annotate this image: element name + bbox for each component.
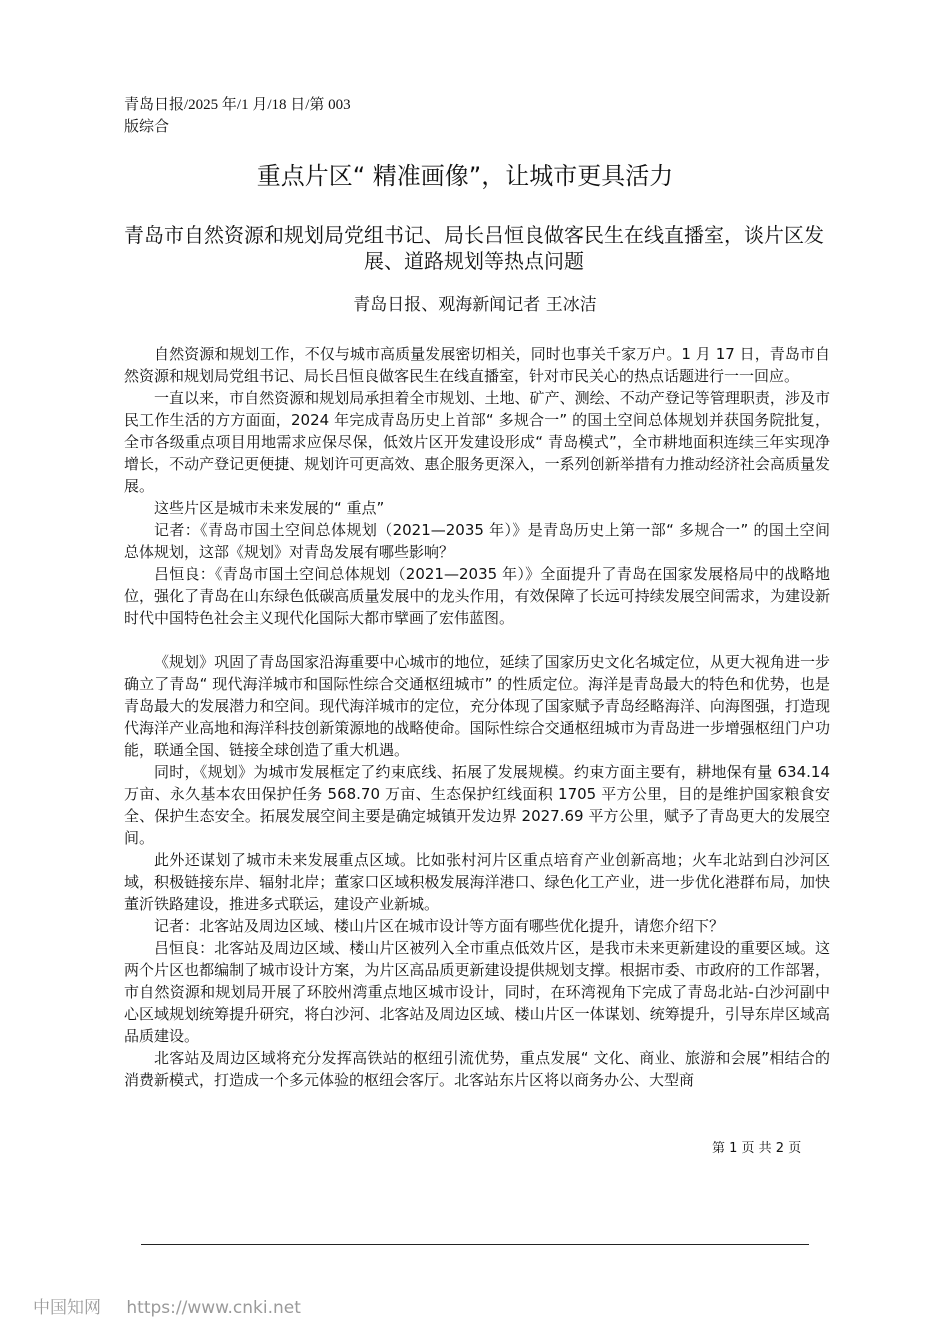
paragraph: 《规划》巩固了青岛国家沿海重要中心城市的地位，延续了国家历史文化名城定位，从更大视角进一步确立了青岛“ 现代海洋城市和国际性综合交通枢纽城市” 的性质定位。海洋是青岛最大的特色和优势，也是青岛最大的发展潜力和空间。现代海洋城市的定位，充分体现了国家赋予青岛经略海洋、向海图强，打造现代海洋产业高地和海洋科技创新策源地的战略使命。国际性综合交通枢纽城市为青岛进一步增强枢纽门户功能，联通全国、链接全球创造了重大机遇。 [124,653,830,759]
paragraph: 一直以来，市自然资源和规划局承担着全市规划、土地、矿产、测绘、不动产登记等管理职责，涉及市民工作生活的方方面面，2024 年完成青岛历史上首部“ 多规合一” 的国土空间总体规划并获国务院批复，全市各级重点项目用地需求应保尽保，低效片区开发建设形成“ 青岛模式”，全市耕地面积连续三年实现净增长，不动产登记更便捷、规划许可更高效、惠企服务更深入，一系列创新举措有力推动经济社会高质量发展。 [124,389,830,495]
watermark-footer [33,1293,321,1318]
source-line: 版综合 [124,119,170,135]
article-body [124,343,830,1091]
source-info [124,94,394,138]
paragraph: 记者：《青岛市国土空间总体规划（2021—2035 年）》是青岛历史上第一部“ 多规合一” 的国土空间总体规划，这部《规划》对青岛发展有哪些影响？ [124,521,830,561]
section-heading: 这些片区是城市未来发展的“ 重点” [154,499,385,517]
paragraph: 自然资源和规划工作，不仅与城市高质量发展密切相关，同时也事关千家万户。1 月 17 日，青岛市自然资源和规划局党组书记、局长吕恒良做客民生在线直播室，针对市民关心的热点话题进行一一回应。 [124,345,830,385]
site-name: 中国知网 [33,1298,101,1318]
page-indicator: 第 1 页 共 2 页 [712,1141,802,1156]
paragraph: 吕恒良：北客站及周边区域、楼山片区被列入全市重点低效片区，是我市未来更新建设的重要区域。这两个片区也都编制了城市设计方案，为片区高品质更新建设提供规划支撑。根据市委、市政府的工作部署，市自然资源和规划局开展了环胶州湾重点地区城市设计，同时，在环湾视角下完成了青岛北站-白沙河副中心区域规划统筹提升研究，将白沙河、北客站及周边区域、楼山片区一体谋划、统筹提升，引导东岸区域高品质建设。 [124,939,830,1045]
article-byline: 青岛日报、观海新闻记者 王冰洁 [353,295,597,315]
paragraph: 此外还谋划了城市未来发展重点区域。比如张村河片区重点培育产业创新高地；火车北站到白沙河区域，积极链接东岸、辐射北岸；董家口区域积极发展海洋港口、绿色化工产业，进一步优化港群布局，加快董沂铁路建设，推进多式联运，建设产业新城。 [124,851,830,913]
footer-divider [141,1244,809,1245]
site-url[interactable]: https://www.cnki.net [126,1298,301,1318]
paragraph: 记者：北客站及周边区域、楼山片区在城市设计等方面有哪些优化提升，请您介绍下？ [154,917,725,935]
paragraph: 北客站及周边区域将充分发挥高铁站的枢纽引流优势，重点发展“ 文化、商业、旅游和会展”相结合的消费新模式，打造成一个多元体验的枢纽会客厅。北客站东片区将以商务办公、大型商 [124,1049,830,1089]
paragraph: 同时，《规划》为城市发展框定了约束底线、拓展了发展规模。约束方面主要有，耕地保有量 634.14 万亩、永久基本农田保护任务 568.70 万亩、生态保护红线面积 1705 平方公里，目的是维护国家粮食安全、保护生态安全。拓展发展空间主要是确定城镇开发边界 2027.69 平方公里，赋予了青岛更大的发展空间。 [124,763,830,847]
article-subtitle: 青岛市自然资源和规划局党组书记、局长吕恒良做客民生在线直播室，谈片区发展、道路规划等热点问题 [124,223,824,273]
article-title: 重点片区“ 精准画像”，让城市更具活力 [256,162,674,190]
source-line: 青岛日报/2025 年/1 月/18 日/第 003 [124,97,351,113]
paragraph: 吕恒良：《青岛市国土空间总体规划（2021—2035 年）》全面提升了青岛在国家发展格局中的战略地位，强化了青岛在山东绿色低碳高质量发展中的龙头作用，有效保障了长远可持续发展空间需求，为建设新时代中国特色社会主义现代化国际大都市擘画了宏伟蓝图。 [124,565,830,627]
